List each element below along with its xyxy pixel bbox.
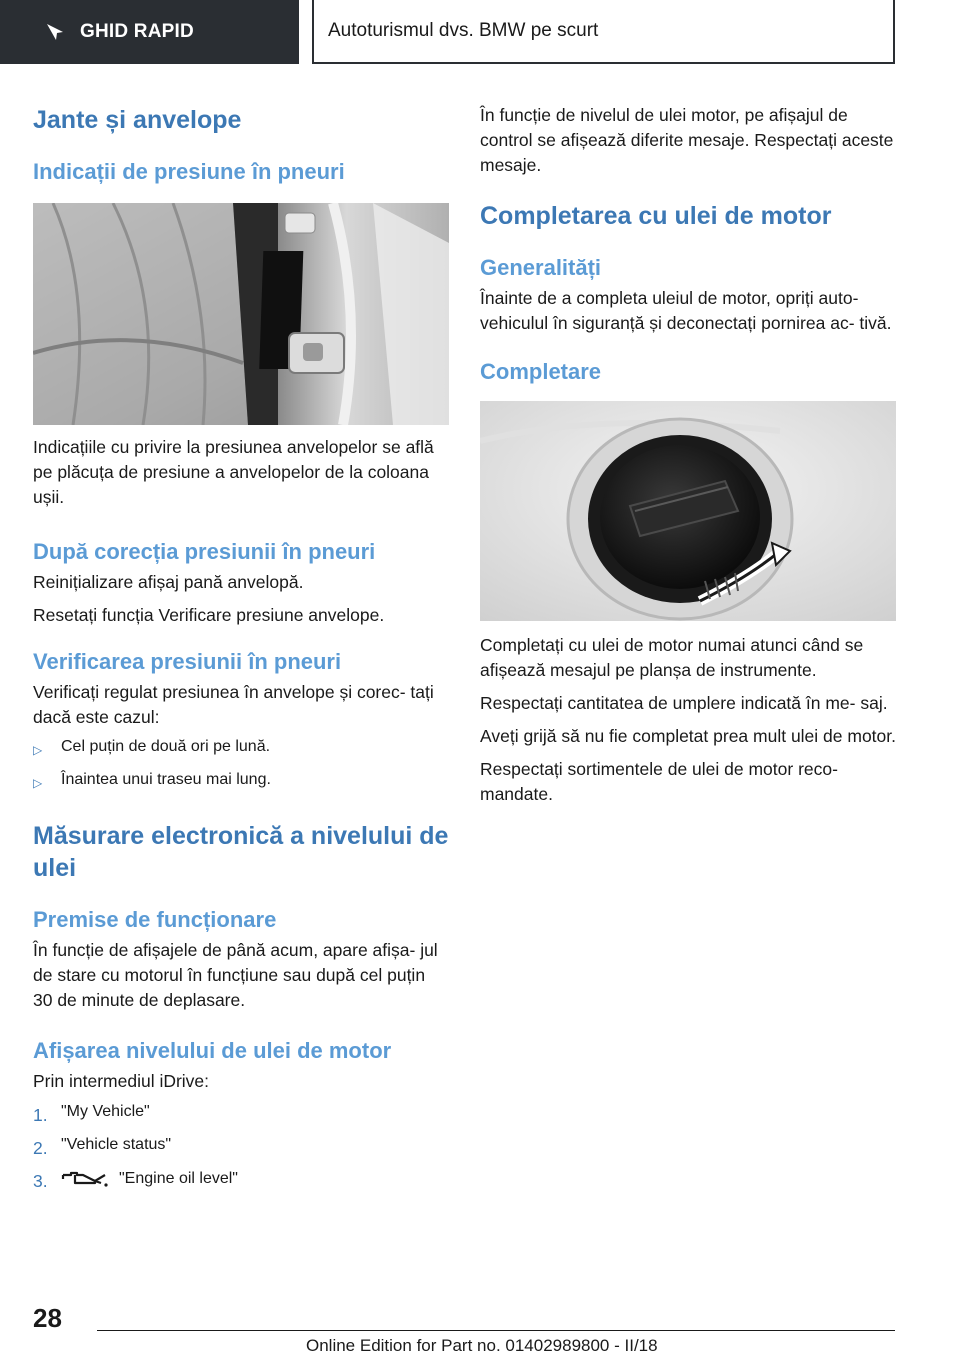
general-text: Înainte de a completa uleiul de motor, opriți auto- vehiculul în siguranță și deconectați pornirea ac- tivă. — [480, 288, 892, 333]
quick-guide-icon — [44, 21, 66, 43]
heading-tires: Jante și anvelope — [33, 106, 242, 134]
heading-electronic-oil: Măsurare electronică a nivelului de ulei — [33, 822, 449, 882]
complete-text-4: Respectați sortimentele de ulei de motor reco- mandate. — [480, 759, 838, 804]
bullet-text: Cel puțin de două ori pe lună. — [61, 738, 271, 755]
heading-oil-display: Afișarea nivelului de ulei de motor — [33, 1038, 392, 1063]
step-text: "My Vehicle" — [61, 1103, 150, 1120]
heading-check-pressure: Verificarea presiunii în pneuri — [33, 649, 342, 674]
oil-messages-text: În funcție de nivelul de ulei motor, pe afișajul de control se afișează diferite mesaje. Respectați aceste mesaje. — [480, 105, 894, 175]
after-correction-text-1: Reinițializare afișaj pană anvelopă. — [33, 572, 304, 592]
heading-refill-oil: Completarea cu ulei de motor — [480, 202, 832, 230]
premise-text: În funcție de afișajele de până acum, apare afișa- jul de stare cu motorul în funcțiune sau după cel puțin 30 de minute de deplasare. — [33, 940, 438, 1010]
pressure-info-text: Indicațiile cu privire la presiunea anvelopelor se află pe plăcuța de presiune a anvelopelor de la coloana ușii. — [33, 437, 434, 507]
quick-guide-label: GHID RAPID — [80, 21, 194, 42]
door-pillar-photo — [33, 203, 449, 425]
step-number: 1. — [33, 1105, 48, 1125]
left-column — [33, 100, 449, 1194]
triangle-bullet-icon: ▷ — [33, 776, 43, 790]
list-item — [33, 1136, 449, 1161]
oil-can-icon — [61, 1169, 109, 1189]
step-content — [61, 1169, 238, 1189]
oil-display-text: Prin intermediul iDrive: — [33, 1071, 210, 1091]
quick-guide-tab[interactable] — [0, 0, 299, 64]
step-number: 3. — [33, 1171, 48, 1191]
right-column — [480, 103, 896, 807]
complete-text-2: Respectați cantitatea de umplere indicată în me- saj. — [480, 693, 888, 713]
list-item — [33, 738, 449, 763]
heading-pressure-info: Indicații de presiune în pneuri — [33, 159, 345, 184]
heading-general: Generalități — [480, 255, 602, 280]
page-number: 28 — [33, 1303, 62, 1333]
footer-divider — [97, 1330, 895, 1331]
triangle-bullet-icon: ▷ — [33, 743, 43, 757]
step-text: "Engine oil level" — [119, 1170, 238, 1188]
list-item — [33, 1103, 449, 1128]
bullet-text: Înaintea unui traseu mai lung. — [61, 771, 271, 788]
step-text: "Vehicle status" — [61, 1136, 172, 1153]
list-item — [33, 771, 449, 796]
oil-filler-cap-photo — [480, 401, 896, 621]
complete-text-1: Completați cu ulei de motor numai atunci când se afișează mesajul pe planșa de instrumente. — [480, 635, 864, 680]
heading-after-correction: După corecția presiunii în pneuri — [33, 539, 376, 564]
heading-premise: Premise de funcționare — [33, 907, 277, 932]
heading-complete: Completare — [480, 359, 602, 384]
complete-text-3: Aveți grijă să nu fie completat prea mult ulei de motor. — [480, 726, 897, 746]
after-correction-text-2: Resetați funcția Verificare presiune anvelope. — [33, 605, 385, 625]
check-pressure-text: Verificați regulat presiunea în anvelope și corec- tați dacă este cazul: — [33, 682, 434, 727]
list-item — [33, 1169, 449, 1194]
step-number: 2. — [33, 1138, 48, 1158]
chapter-title: Autoturismul dvs. BMW pe scurt — [312, 0, 895, 64]
edition-info: Online Edition for Part no. 01402989800 - II/18 — [306, 1336, 658, 1355]
